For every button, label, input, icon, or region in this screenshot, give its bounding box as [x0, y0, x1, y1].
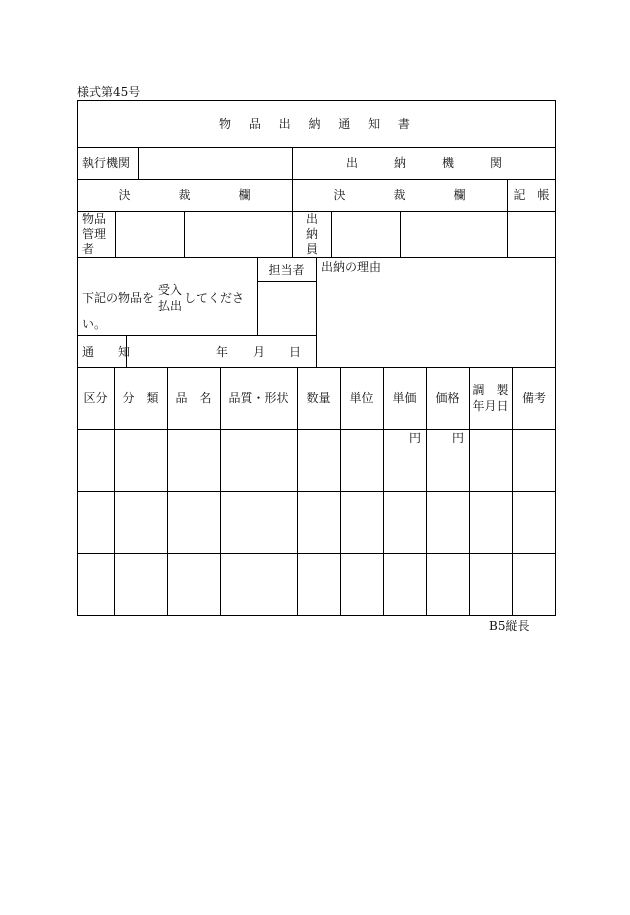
notice-day: 日: [289, 345, 302, 359]
header-classification: 分 類: [122, 391, 159, 405]
request-choice-receive: 受入: [158, 283, 183, 297]
reason-label: 出納の理由: [321, 260, 382, 274]
request-wrap: い。: [82, 317, 107, 331]
rule-cashier-label-right: [331, 211, 332, 257]
exec-agency-label: 執行機関: [82, 156, 131, 170]
decision-left-label: 決 裁 欄: [118, 188, 251, 202]
rule-cashier-mid: [400, 211, 401, 257]
rule-approval-bottom-right: [316, 257, 556, 258]
header-price: 価格: [435, 391, 460, 405]
cashier-agency-label: 出 納 機 関: [345, 156, 502, 170]
paper-size-note: B5縦長: [489, 619, 530, 633]
header-unit-price: 単価: [392, 391, 417, 405]
rule-request-bottom: [77, 335, 316, 336]
request-choice-disburse: 払出: [158, 299, 183, 313]
person-in-charge-label: 担当者: [268, 263, 305, 277]
decision-right-label: 決 裁 欄: [333, 188, 466, 202]
ledger-label: 記 帳: [513, 188, 550, 202]
cashier-label-line1: 出: [306, 212, 319, 226]
form-title: 物 品 出 納 通 知 書: [219, 117, 414, 131]
manager-label-line1: 物品: [82, 212, 107, 226]
notice-month: 月: [253, 345, 266, 359]
rule-exec-label-right: [138, 147, 139, 179]
price-yen: 円: [452, 431, 465, 445]
form-number: 様式第45号: [77, 85, 141, 99]
request-prefix: 下記の物品を: [82, 291, 155, 305]
header-quantity: 数量: [306, 391, 331, 405]
rule-reason-left: [316, 257, 317, 367]
header-made-date-top: 調 製: [472, 383, 509, 397]
header-item-name: 品 名: [175, 391, 212, 405]
cashier-label-line2: 納: [306, 227, 319, 241]
header-remarks: 備考: [521, 391, 546, 405]
rule-notice-bottom: [77, 367, 556, 368]
rule-row1-bottom: [77, 491, 556, 492]
header-quality-shape: 品質・形状: [228, 391, 289, 405]
header-unit: 単位: [349, 391, 374, 405]
manager-label-line3: 者: [82, 242, 95, 256]
rule-exec-bottom: [77, 179, 556, 180]
unit-price-yen: 円: [409, 431, 422, 445]
header-made-date-bottom: 年月日: [472, 399, 509, 413]
rule-person-label-bottom: [257, 281, 316, 282]
rule-title-bottom: [77, 147, 556, 148]
notice-year: 年: [216, 345, 229, 359]
rule-row2-bottom: [77, 553, 556, 554]
header-category: 区分: [83, 391, 108, 405]
rule-approval-bottom-left: [77, 257, 316, 258]
request-suffix: してくださ: [184, 291, 245, 305]
manager-label-line2: 管理: [82, 227, 107, 241]
notice-label: 通 知: [82, 345, 131, 359]
rule-manager-mid: [184, 211, 185, 257]
rule-header-bottom: [77, 429, 556, 430]
cashier-label-line3: 員: [306, 242, 319, 256]
rule-manager-label-right: [115, 211, 116, 257]
